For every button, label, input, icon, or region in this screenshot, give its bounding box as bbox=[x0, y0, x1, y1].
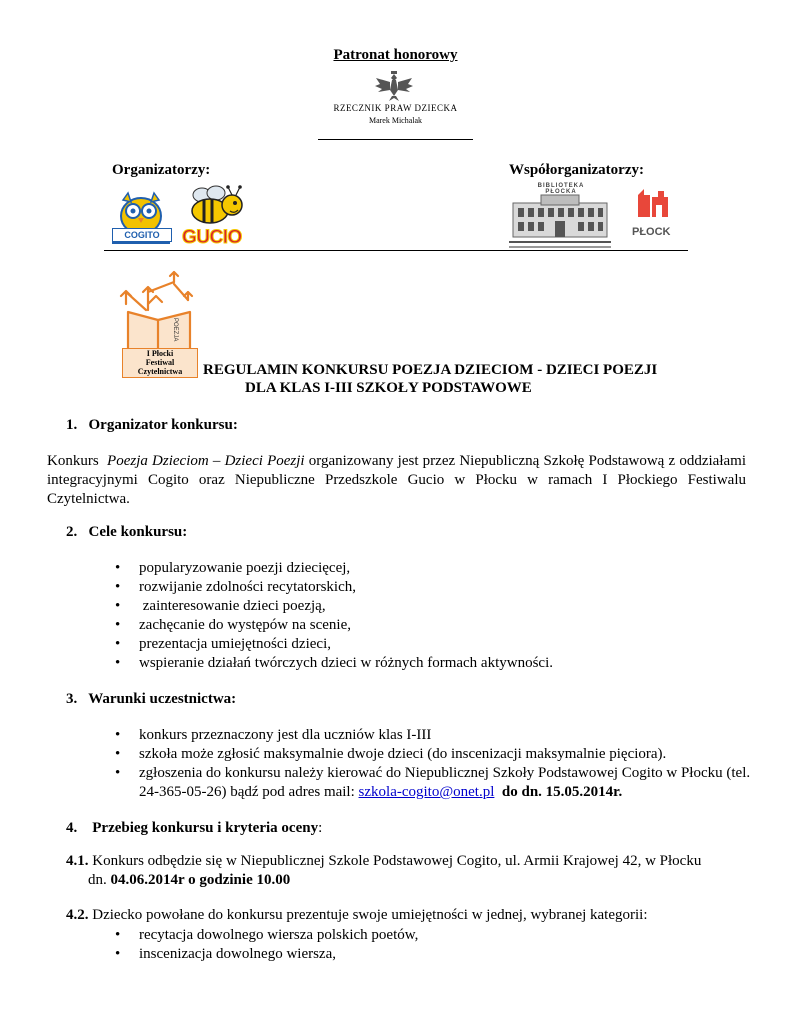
document-title-line2: DLA KLAS I-III SZKOŁY PODSTAWOWE bbox=[245, 380, 532, 396]
ombudsman-name: RZECZNIK PRAW DZIECKA bbox=[333, 103, 458, 113]
section1-paragraph bbox=[47, 452, 746, 509]
library-logo bbox=[509, 181, 611, 251]
festival-logo-line1: I Płocki bbox=[146, 349, 174, 358]
organizers-label: Organizatorzy: bbox=[112, 162, 211, 178]
s41-text: Konkurs odbędzie się w Niepublicznej Szkole Podstawowej Cogito, ul. Armii Krajowej 42, w Płocku bbox=[88, 853, 702, 869]
festival-logo-caption bbox=[122, 348, 198, 378]
s1-text-b: organizowany jest przez Niepubliczną Szkołę Podstawową z oddziałami integracyjnymi Cogito oraz Niepubliczne Przedszkole Gucio w Płocku w ramach I Płockiego Festiwalu Czytelnictwa. bbox=[47, 453, 746, 507]
bee-icon bbox=[180, 185, 250, 227]
list-item: • prezentacja umiejętności dzieci, bbox=[139, 635, 759, 654]
section4-heading-colon: : bbox=[318, 820, 323, 836]
plock-logo bbox=[632, 187, 676, 243]
patronage-title: Patronat honorowy bbox=[333, 47, 458, 63]
section3-heading: 3. Warunki uczestnictwa: bbox=[66, 691, 237, 707]
section41-line1 bbox=[66, 853, 701, 870]
plock-logo-text: PŁOCK bbox=[632, 226, 671, 238]
cogito-logo bbox=[108, 190, 174, 246]
list-item: • konkurs przeznaczony jest dla uczniów klas I-III bbox=[139, 726, 759, 745]
section2-list bbox=[139, 559, 759, 673]
list-item: • rozwijanie zdolności recytatorskich, bbox=[139, 578, 759, 597]
signature-line bbox=[318, 139, 473, 140]
s42-number: 4.2. bbox=[66, 907, 89, 923]
s41-number: 4.1. bbox=[66, 853, 89, 869]
list-item: • inscenizacja dowolnego wiersza, bbox=[139, 945, 759, 964]
email-link[interactable]: szkola-cogito@onet.pl bbox=[358, 784, 495, 800]
s42-text: Dziecko powołane do konkursu prezentuje swoje umiejętności w jednej, wybranej kategorii: bbox=[88, 907, 648, 923]
gucio-logo-text: GUCIO bbox=[182, 227, 242, 248]
section4-heading-text: 4. Przebieg konkursu i kryteria oceny bbox=[66, 820, 319, 836]
s1-text-italic: Poezja Dzieciom – Dzieci Poezji bbox=[107, 453, 305, 469]
section4-heading bbox=[66, 820, 322, 837]
section3-list bbox=[139, 726, 759, 802]
list-item: • recytacja dowolnego wiersza polskich poetów, bbox=[139, 926, 759, 945]
list-item bbox=[139, 764, 759, 802]
section2-heading: 2. Cele konkursu: bbox=[66, 524, 188, 540]
section42-list bbox=[139, 926, 759, 964]
list-item: • szkoła może zgłosić maksymalnie dwoje dzieci (do inscenizacji maksymalnie pięciora). bbox=[139, 745, 759, 764]
list-item: • popularyzowanie poezji dziecięcej, bbox=[139, 559, 759, 578]
s1-text-a: Konkurs bbox=[47, 453, 108, 469]
s3-deadline: do dn. 15.05.2014r. bbox=[494, 784, 623, 800]
coorganizers-label: Współorganizatorzy: bbox=[509, 162, 644, 178]
library-logo-text: BIBLIOTEKA PŁOCKA bbox=[537, 183, 585, 195]
ombudsman-person: Marek Michalak bbox=[368, 116, 423, 125]
festival-logo bbox=[118, 270, 200, 376]
s3-item3-text: zgłoszenia do konkursu należy kierować do Niepublicznej Szkoły Podstawowej Cogito w Płocku (tel. 24-365-05-26) bądź pod adres mail: bbox=[139, 765, 751, 800]
library-building-icon bbox=[509, 191, 611, 239]
house-book-icon bbox=[118, 270, 200, 360]
list-item: • zainteresowanie dzieci poezją, bbox=[139, 597, 759, 616]
list-item: • zachęcanie do występów na scenie, bbox=[139, 616, 759, 635]
eagle-emblem-icon bbox=[372, 70, 416, 102]
cogito-logo-text: COGITO bbox=[112, 228, 172, 242]
section1-heading: 1. Organizator konkursu: bbox=[66, 417, 238, 433]
festival-logo-line3: Czytelnictwa bbox=[137, 367, 183, 376]
section41-line2 bbox=[88, 872, 290, 889]
document-title-line1: REGULAMIN KONKURSU POEZJA DZIECIOM - DZIECI POEZJI bbox=[203, 362, 658, 378]
festival-logo-line2: Festiwal bbox=[145, 358, 175, 367]
gucio-logo bbox=[180, 185, 250, 247]
header-divider bbox=[104, 250, 688, 251]
section42-line1 bbox=[66, 907, 648, 924]
festival-vertical-text: POEZJA bbox=[172, 318, 178, 342]
list-item: • wspieranie działań twórczych dzieci w różnych formach aktywności. bbox=[139, 654, 759, 673]
s41-date-prefix: dn. bbox=[88, 872, 111, 888]
castle-icon bbox=[632, 187, 672, 219]
s41-date: 04.06.2014r o godzinie 10.00 bbox=[110, 872, 291, 888]
